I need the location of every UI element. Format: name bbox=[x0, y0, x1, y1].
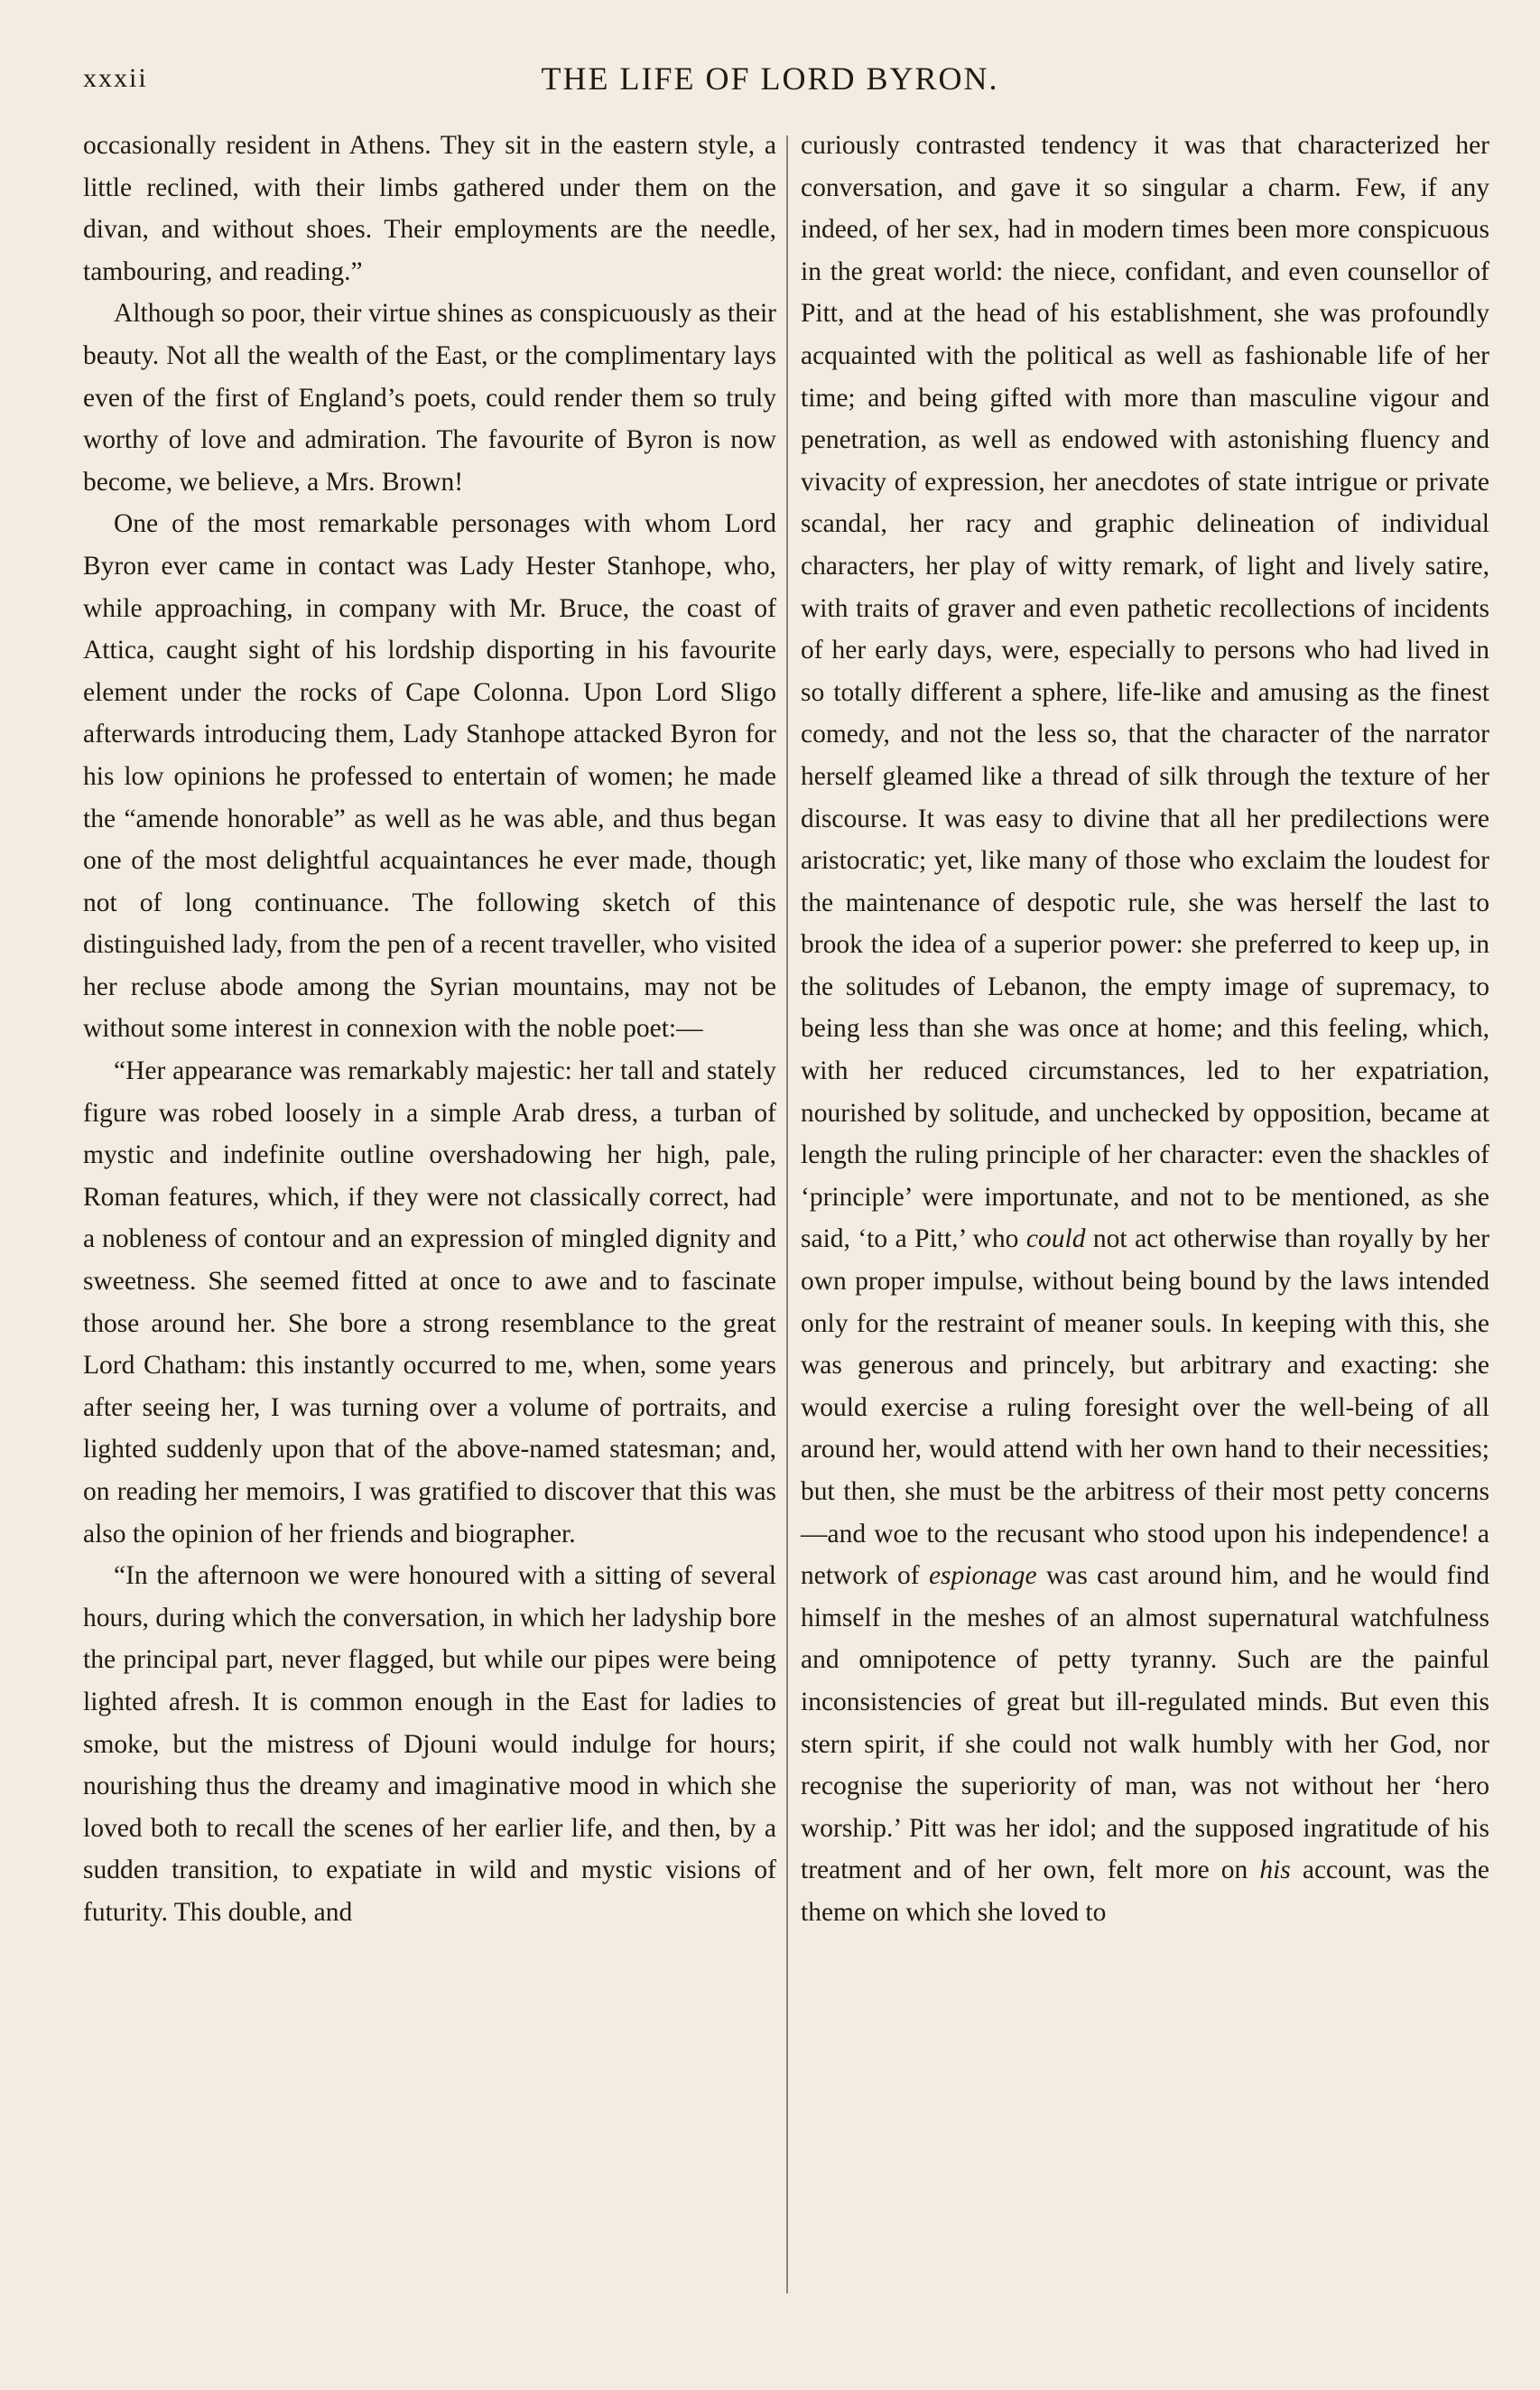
running-head-title: THE LIFE OF LORD BYRON. bbox=[541, 60, 999, 97]
right-column bbox=[801, 125, 1489, 1934]
italic-word: could bbox=[1025, 1224, 1086, 1254]
text-run: curiously contrasted tendency it was that characterized her conversation, and gave it so singular a charm. Few, if any indeed, of her sex, had in modern times been more conspicuous in the great world: the niece, confidant, and even counsellor of Pitt, and at the head of his establishment, she was profoundly acquainted with the political as well as fashionable life of her time; and being gifted with more than masculine vigour and penetration, as well as endowed with astonishing fluency and vivacity of expression, her anecdotes of state intrigue or private scandal, her racy and graphic delineation of individual characters, her play of witty remark, of light and lively satire, with traits of graver and even pathetic recollections of incidents of her early days, were, especially to persons who had lived in so totally different a sphere, life-like and amusing as the finest comedy, and not the less so, that the character of the narrator herself gleamed like a thread of silk through the texture of her discourse. It was easy to divine that all her predilections were aristocratic; yet, like many of those who exclaim the loudest for the maintenance of despotic rule, she was herself the last to brook the idea of a superior power: she preferred to keep up, in the solitudes of Lebanon, the empty image of supremacy, to being less than she was once at home; and this feeling, which, with her reduced circumstances, led to her expatriation, nourished by solitude, and unchecked by opposition, became at length the ruling principle of her character: even the shackles of ‘principle’ were importunate, and not to be mentioned, as she said, ‘to a Pitt,’ who bbox=[801, 131, 1489, 1254]
page-number: xxxii bbox=[83, 63, 148, 93]
paragraph: occasionally resident in Athens. They sit in the eastern style, a little reclined, with their limbs gathered under them on the divan, and without shoes. Their employments are the needle, tambouring, and reading.” bbox=[83, 131, 776, 286]
text-run: was cast around him, and he would find himself in the meshes of an almost supernatural watchfulness and omnipotence of petty tyranny. Such are the painful inconsistencies of great but ill-regulated minds. But even this stern spirit, if she could not walk humbly with her God, nor recognise the superiority of man, was not without her ‘hero worship.’ Pitt was her idol; and the supposed ingratitude of his treatment and of her own, felt more on bbox=[801, 1561, 1490, 1885]
column-divider bbox=[786, 135, 788, 2293]
paragraph: Although so poor, their virtue shines as conspicuously as their beauty. Not all the wealth of the East, or the complimentary lays even of the first of England’s poets, could render them so truly worthy of love and admiration. The favourite of Byron is now become, we believe, a Mrs. Brown! bbox=[83, 299, 776, 497]
paragraph: “In the afternoon we were honoured with a sitting of several hours, during which the conversation, in which her ladyship bore the principal part, never flagged, but while our pipes were being lighted afresh. It is common enough in the East for ladies to smoke, but the mistress of Djouni would indulge for hours; nourishing thus the dreamy and imaginative mood in which she loved both to recall the scenes of her earlier life, and then, by a sudden transition, to expatiate in wild and mystic visions of futurity. This double, and bbox=[83, 1561, 776, 1927]
text-run: not act otherwise than royally by her own proper impulse, without being bound by the laws intended only for the restraint of meaner souls. In keeping with this, she was generous and princely, but arbitrary and exacting: she would exercise a ruling foresight over the well-being of all around her, would attend with her own hand to their necessities; but then, she must be the arbitress of their most petty concerns—and woe to the recusant who stood upon his independence! a network of bbox=[801, 1224, 1489, 1591]
text-run: account, was the theme on which she loved to bbox=[801, 1855, 1490, 1927]
italic-word: his bbox=[1259, 1855, 1291, 1885]
paragraph bbox=[801, 125, 1489, 1934]
paragraph: “Her appearance was remarkably majestic: her tall and stately figure was robed loosely in a simple Arab dress, a turban of mystic and indefinite outline overshadowing her high, pale, Roman features, which, if they were not classically correct, had a nobleness of contour and an expression of mingled dignity and sweetness. She seemed fitted at once to awe and to fascinate those around her. She bore a strong resemblance to the great Lord Chatham: this instantly occurred to me, when, some years after seeing her, I was turning over a volume of portraits, and lighted suddenly upon that of the above-named statesman; and, on reading her memoirs, I was gratified to discover that this was also the opinion of her friends and biographer. bbox=[83, 1056, 776, 1548]
italic-word: espionage bbox=[928, 1561, 1037, 1591]
paragraph: One of the most remarkable personages with whom Lord Byron ever came in contact was Lady Hester Stanhope, who, while approaching, in company with Mr. Bruce, the coast of Attica, caught sight of his lordship disporting in his favourite element under the rocks of Cape Colonna. Upon Lord Sligo afterwards introducing them, Lady Stanhope attacked Byron for his low opinions he professed to entertain of women; he made the “amende honorable” as well as he was able, and thus began one of the most delightful acquaintances he ever made, though not of long continuance. The following sketch of this distinguished lady, from the pen of a recent traveller, who visited her recluse abode among the Syrian mountains, may not be without some interest in connexion with the noble poet:— bbox=[83, 509, 776, 1044]
left-column bbox=[83, 125, 776, 1934]
